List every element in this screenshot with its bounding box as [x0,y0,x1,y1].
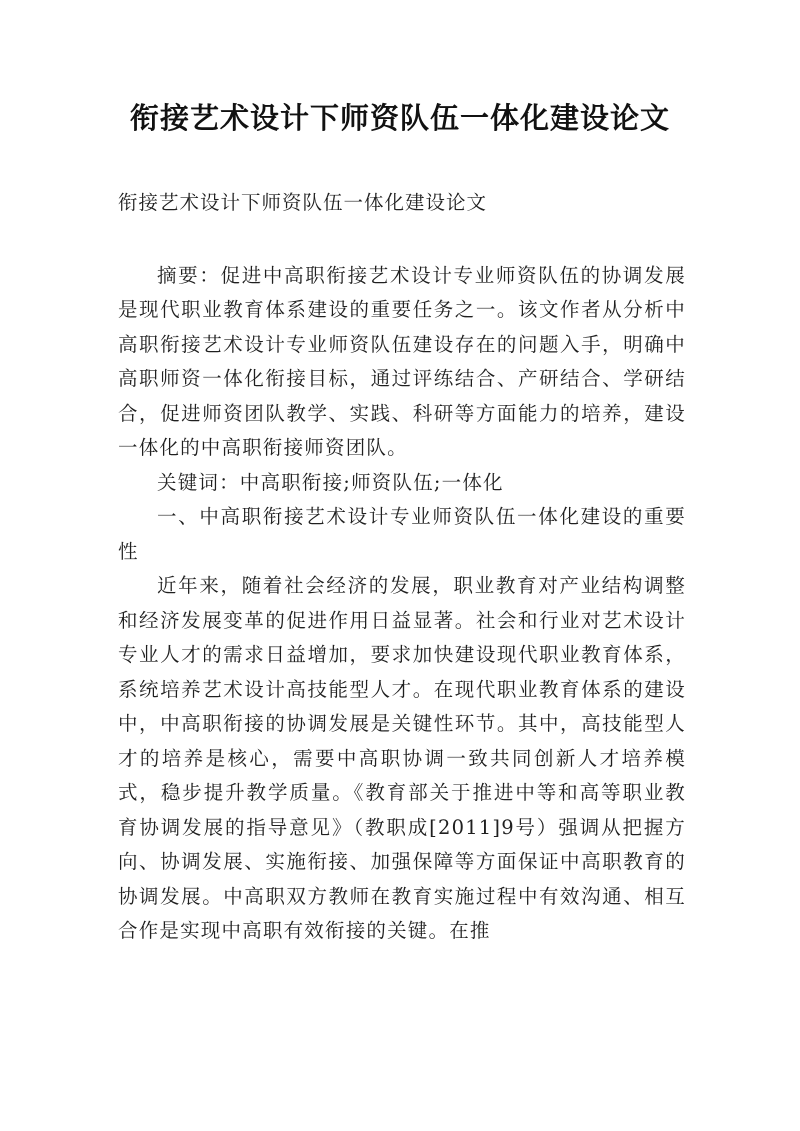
body-paragraph: 近年来，随着社会经济的发展，职业教育对产业结构调整和经济发展变革的促进作用日益显著。社会和行业对艺术设计专业人才的需求日益增加，要求加快建设现代职业教育体系，系统培养艺术设计高技能型人才。在现代职业教育体系的建设中，中高职衔接的协调发展是关键性环节。其中，高技能型人才的培养是核心，需要中高职协调一致共同创新人才培养模式，稳步提升教学质量。《教育部关于推进中等和高等职业教育协调发展的指导意见》（教职成[2011]9号）强调从把握方向、协调发展、实施衔接、加强保障等方面保证中高职教育的协调发展。中高职双方教师在教育实施过程中有效沟通、相互合作是实现中高职有效衔接的关键。在推 [118,574,686,942]
abstract-paragraph: 摘要：促进中高职衔接艺术设计专业师资队伍的协调发展是现代职业教育体系建设的重要任务之一。该文作者从分析中高职衔接艺术设计专业师资队伍建设存在的问题入手，明确中高职师资一体化衔接目标，通过评练结合、产研结合、学研结合，促进师资团队教学、实践、科研等方面能力的培养，建设一体化的中高职衔接师资团队。 [118,263,686,459]
document-body [118,186,686,949]
section-heading: 一、中高职衔接艺术设计专业师资队伍一体化建设的重要性 [118,505,686,563]
document-subtitle: 衔接艺术设计下师资队伍一体化建设论文 [118,191,488,214]
document-title: 衔接艺术设计下师资队伍一体化建设论文 [129,101,670,135]
keywords-paragraph: 关键词：中高职衔接;师资队伍;一体化 [157,470,504,494]
